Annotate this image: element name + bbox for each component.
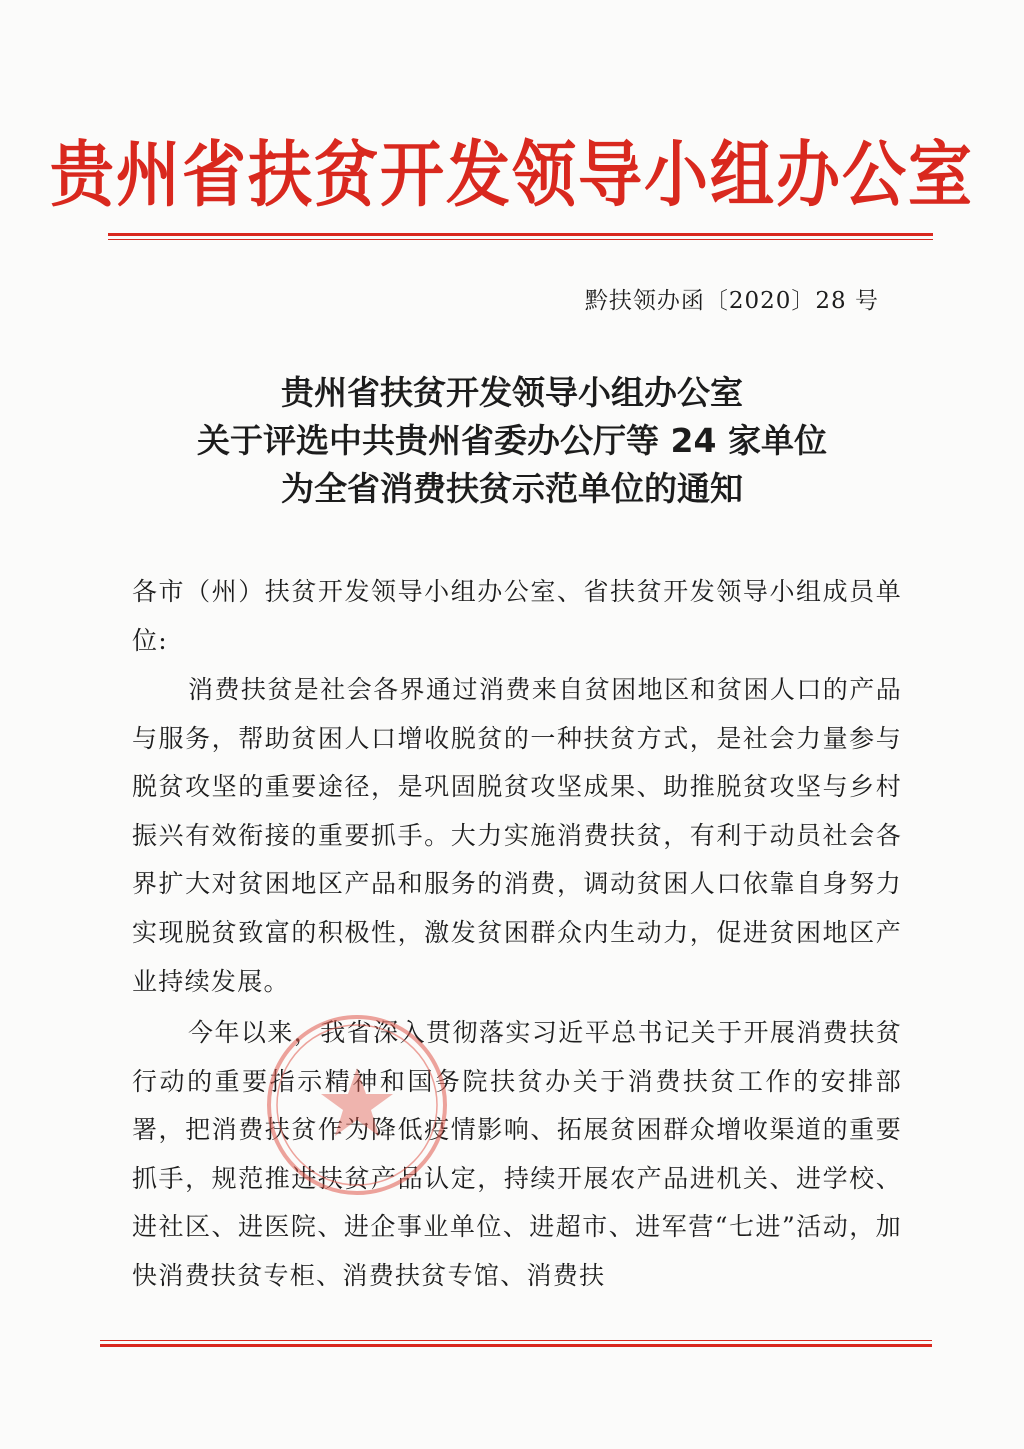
paragraph-1: 消费扶贫是社会各界通过消费来自贫困地区和贫困人口的产品与服务，帮助贫困人口增收脱贫的一种扶贫方式，是社会力量参与脱贫攻坚的重要途径，是巩固脱贫攻坚成果、助推脱贫攻坚与乡村振兴有效衔接的重要抓手。大力实施消费扶贫，有利于动员社会各界扩大对贫困地区产品和服务的消费，调动贫困人口依靠自身努力实现脱贫致富的积极性，激发贫困群众内生动力，促进贫困地区产业持续发展。 (132, 675, 902, 996)
salutation: 各市（州）扶贫开发领导小组办公室、省扶贫开发领导小组成员单位: (132, 577, 902, 655)
paragraph-2: 今年以来，我省深入贯彻落实习近平总书记关于开展消费扶贫行动的重要指示精神和国务院扶贫办关于消费扶贫工作的安排部署，把消费扶贫作为降低疫情影响、拓展贫困群众增收渠道的重要抓手，规范推进扶贫产品认定，持续开展农产品进机关、进学校、进社区、进医院、进企事业单位、进超市、进军营“七进”活动，加快消费扶贫专柜、消费扶贫专馆、消费扶 (132, 1018, 902, 1290)
title-line-2: 关于评选中共贵州省委办公厅等 24 家单位 (197, 421, 827, 460)
document-number: 黔扶领办函〔2020〕28 号 (584, 288, 879, 314)
letterhead-org-name: 贵州省扶贫开发领导小组办公室 (50, 134, 974, 218)
title-line-3: 为全省消费扶贫示范单位的通知 (281, 469, 743, 508)
title-line-1: 贵州省扶贫开发领导小组办公室 (281, 373, 743, 412)
letterhead (0, 128, 1024, 224)
